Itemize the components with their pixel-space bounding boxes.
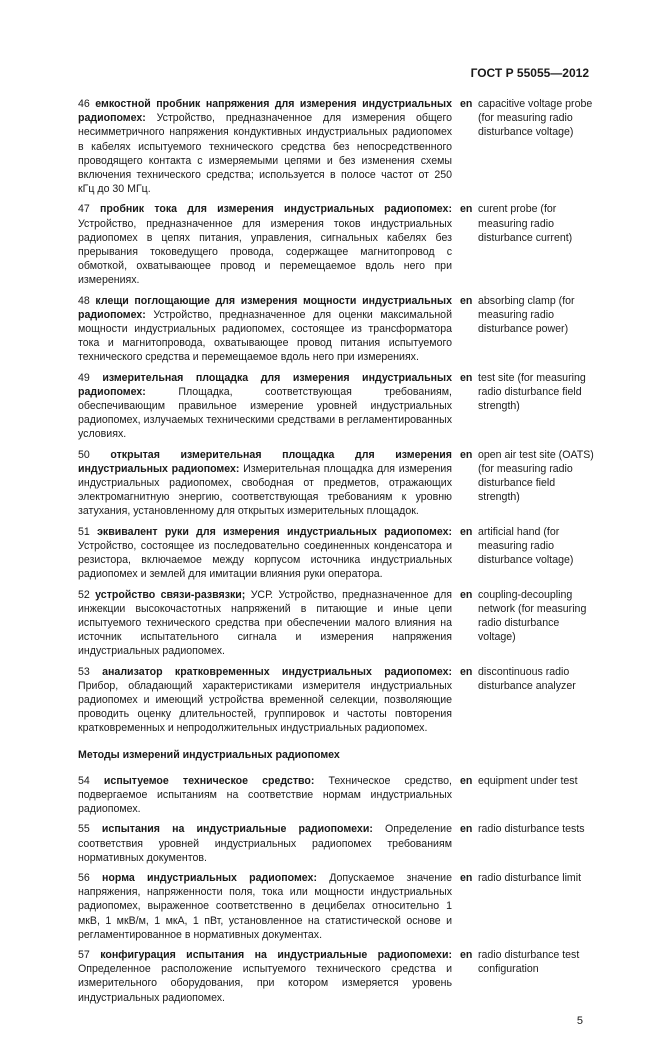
term-ru <box>78 202 452 287</box>
term-name: эквивалент руки для измерения индустриальных радиопомех: <box>97 525 452 538</box>
term-definition: Прибор, обладающий характеристиками измерителя индустриальных радиопомех и имеющий устройства временной селекции, позволяющие проводить оценку длительностей, группировок и частоты повторения кратковременных и непродолжительных индустриальных радиопомех. <box>78 679 452 735</box>
term-ru <box>78 871 452 942</box>
term-number: 52 <box>78 588 90 601</box>
lang-tag: en <box>460 774 473 787</box>
term-number: 56 <box>78 871 90 884</box>
term-en: open air test site (OATS) (for measuring radio disturbance field strength) <box>478 448 594 504</box>
lang-tag: en <box>460 588 473 601</box>
term-en: radio disturbance limit <box>478 871 582 884</box>
term-entry <box>78 665 598 736</box>
term-entry <box>78 871 598 942</box>
term-number: 51 <box>78 525 90 538</box>
term-name: клещи поглощающие для измерения мощности индустриальных радиопомех: <box>78 294 452 321</box>
term-number: 50 <box>78 448 90 461</box>
term-definition: Измерительная площадка для измерения индустриальных радиопомех, свободная от предметов, отражающих электромагнитную энергию, соответствующая требованиям к уровню затухания, установленному для открытых измерительных площадок. <box>78 462 452 518</box>
term-entry <box>78 525 598 582</box>
term-name: открытая измерительная площадка для измерения индустриальных радиопомех: <box>78 448 452 475</box>
term-ru <box>78 588 452 659</box>
term-ru <box>78 525 452 582</box>
lang-tag: en <box>460 871 473 884</box>
lang-tag: en <box>460 371 473 384</box>
term-definition: Площадка, соответствующая требованиям, обеспечивающим правильное измерение уровней индустриальных радиопомех, излучаемых техническими средствами в регламентированных условиях. <box>78 385 452 441</box>
term-name: измерительная площадка для измерения индустриальных радиопомех: <box>78 371 452 398</box>
term-definition: Устройство, предназначенное для оценки максимальной мощности индустриальных радиопомех, состоящее из трансформатора тока и магнитопровода, охватывающее провод питания испытуемого технического средства и перемещаемое вдоль него при измерениях. <box>78 308 452 364</box>
lang-tag: en <box>460 203 473 216</box>
lang-tag: en <box>460 294 473 307</box>
term-number: 47 <box>78 203 90 216</box>
term-definition: Определенное расположение испытуемого технического средства и измерительного оборудования, при котором измеряется уровень индустриальных радиопомех. <box>78 963 452 1004</box>
term-definition: Устройство, предназначенное для измерения токов индустриальных радиопомех в цепях питания, управления, сигнальных кабелях без прерывания токоведущего провода, содержащее магнитопровод с обмоткой, охватывающее провод и перемещаемое вдоль него при измерениях. <box>78 217 452 287</box>
term-entry <box>78 371 598 442</box>
term-entry <box>78 97 598 196</box>
term-definition: Устройство, предназначенное для измерения общего несимметричного напряжения кондуктивных индустриальных радиопомех в кабелях испытуемого технического средства без непосредственного проводящего контакта с измеряемыми цепями и без изменения схемы включения технического средства; используется в полосе частот от 250 кГц до 30 МГц. <box>78 112 452 196</box>
lang-tag: en <box>460 525 473 538</box>
term-ru <box>78 97 452 196</box>
term-definition: Допускаемое значение напряжения, напряженности поля, тока или мощности индустриальных радиопомех, выраженное соответственно в децибелах относительно 1 мкВ, 1 мкВ/м, 1 мкА, 1 пВт, установленное на статистической основе и регламентированное в нормативных документах. <box>78 871 452 941</box>
term-ru <box>78 774 452 817</box>
term-en: artificial hand (for measuring radio disturbance voltage) <box>478 525 574 567</box>
term-en: discontinuous radio disturbance analyzer <box>478 665 576 692</box>
lang-tag: en <box>460 98 473 110</box>
lang-tag: en <box>460 448 473 461</box>
term-number: 53 <box>78 665 90 678</box>
term-ru <box>78 294 452 365</box>
term-name: пробник тока для измерения индустриальных радиопомех: <box>100 203 452 216</box>
term-ru <box>78 665 452 736</box>
term-en: radio disturbance test configuration <box>478 948 580 976</box>
term-ru <box>78 822 452 865</box>
term-entry <box>78 202 598 287</box>
term-name: испытуемое техническое средство: <box>103 774 315 787</box>
lang-tag: en <box>460 665 473 678</box>
term-entry <box>78 294 598 365</box>
term-entry <box>78 948 598 1005</box>
term-en: absorbing clamp (for measuring radio disturbance power) <box>478 294 575 336</box>
term-ru <box>78 948 452 1005</box>
term-name: испытания на индустриальные радиопомехи: <box>101 823 373 836</box>
term-entry <box>78 448 598 519</box>
term-number: 54 <box>78 774 90 787</box>
term-definition: Определение соответствия уровней индустриальных радиопомех требованиям нормативных документов. <box>78 823 452 864</box>
term-name: анализатор кратковременных индустриальных радиопомех: <box>102 665 452 678</box>
term-en: curent probe (for measuring radio disturbance current) <box>478 203 573 244</box>
term-name: устройство связи-развязки; <box>95 588 246 601</box>
term-en: test site (for measuring radio disturbance field strength) <box>478 371 586 413</box>
term-ru <box>78 371 452 442</box>
term-definition: Техническое средство, подвергаемое испытаниям на соответствие нормам индустриальных радиопомех. <box>78 774 453 816</box>
term-definition: Устройство, состоящее из последовательно соединенных конденсатора и резистора, включаемое между корпусом источника индустриальных радиопомех и землей для имитации влияния руки оператора. <box>78 539 452 581</box>
term-definition: УСР. Устройство, предназначенное для инжекции высокочастотных напряжений в питающие и иные цепи испытуемого технического средства при обеспечении малого влияния на источник испытательного сигнала и измерения напряжения индустриальных радиопомех. <box>78 588 452 658</box>
term-en: radio disturbance tests <box>478 823 585 836</box>
term-entry <box>78 822 598 865</box>
page-number: 5 <box>576 1014 583 1027</box>
standard-header: ГОСТ Р 55055—2012 <box>470 66 589 80</box>
term-number: 46 <box>78 98 90 110</box>
term-en: capacitive voltage probe (for measuring radio disturbance voltage) <box>478 98 593 139</box>
term-number: 49 <box>78 371 90 384</box>
term-entry <box>78 774 598 817</box>
term-name: норма индустриальных радиопомех: <box>102 871 317 884</box>
term-name: емкостной пробник напряжения для измерения индустриальных радиопомех: <box>78 98 452 125</box>
term-en: equipment under test <box>478 774 578 787</box>
term-number: 55 <box>78 823 90 836</box>
section-heading: Методы измерений индустриальных радиопомех <box>78 748 340 761</box>
lang-tag: en <box>460 948 473 961</box>
lang-tag: en <box>460 823 473 836</box>
term-number: 57 <box>78 948 90 961</box>
term-en: coupling-decoupling network (for measuring radio disturbance voltage) <box>478 588 587 644</box>
term-number: 48 <box>78 294 90 307</box>
term-name: конфигурация испытания на индустриальные радиопомехи: <box>100 948 452 961</box>
term-ru <box>78 448 452 519</box>
term-entry <box>78 588 598 659</box>
